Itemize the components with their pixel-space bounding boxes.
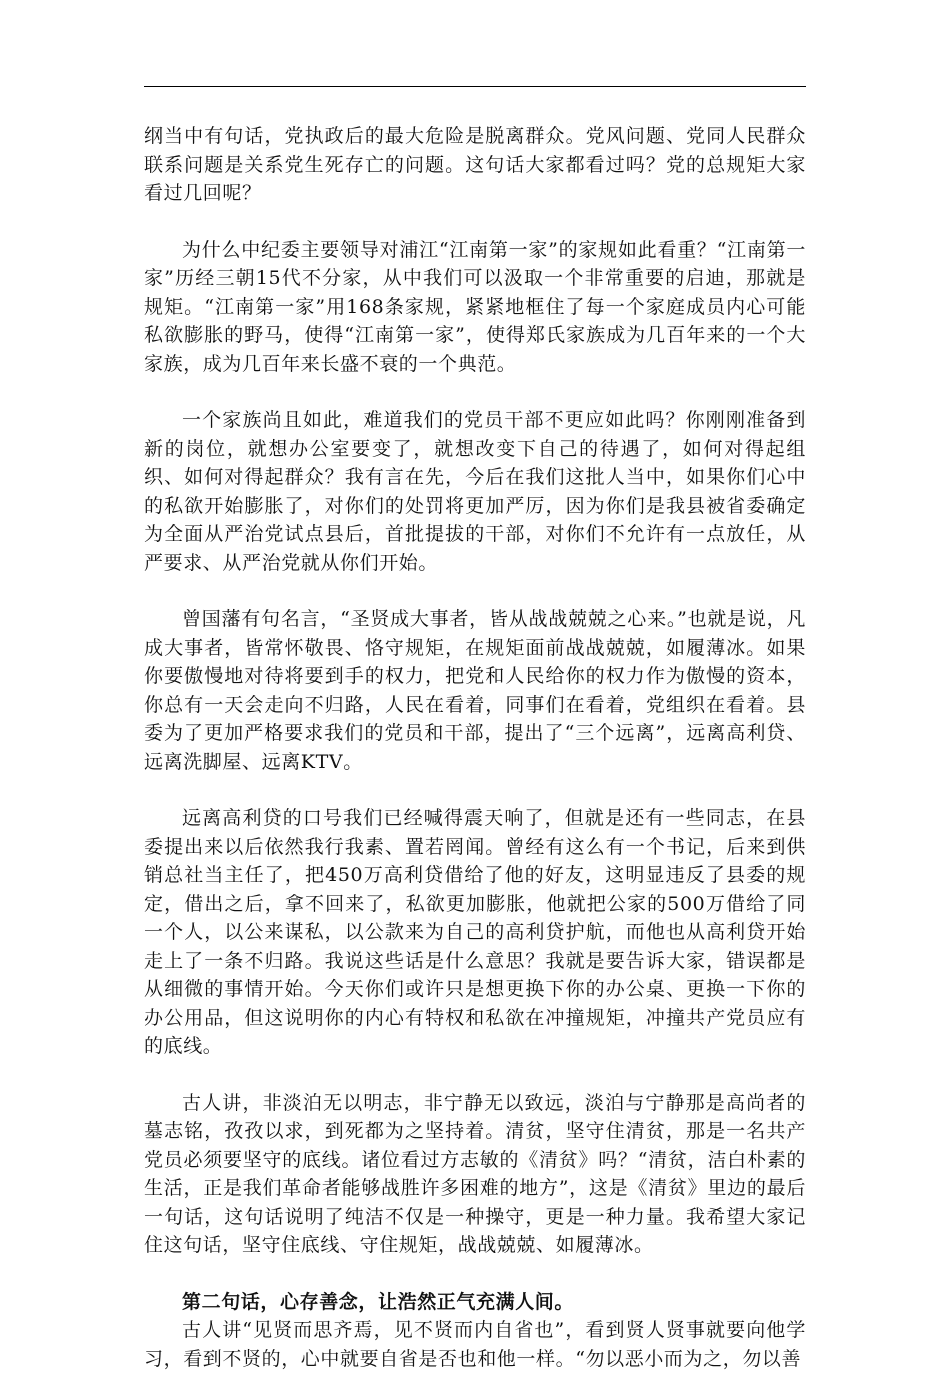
paragraph-7: 古人讲“见贤而思齐焉，见不贤而内自省也”，看到贤人贤事就要向他学习，看到不贤的，心中就要自省是否也和他一样。“勿以恶小而为之，勿以善 bbox=[144, 1319, 806, 1370]
header-rule bbox=[144, 86, 806, 87]
paragraph-5: 远离高利贷的口号我们已经喊得震天响了，但就是还有一些同志，在县委提出来以后依然我行我素、置若罔闻。曾经有这么有一个书记，后来到供销总社当主任了，把450万高利贷借给了他的好友，这明显违反了县委的规定，借出之后，拿不回来了，私欲更加膨胀，他就把公家的500万借给了同一个人，以公来谋私，以公款来为自己的高利贷护航，而他也从高利贷开始走上了一条不归路。我说这些话是什么意思？我就是要告诉大家，错误都是从细微的事情开始。今天你们或许只是想更换下你的办公桌、更换一下你的办公用品，但这说明你的内心有特权和私欲在冲撞规矩，冲撞共产党员应有的底线。 bbox=[144, 807, 806, 1057]
paragraph-3: 一个家族尚且如此，难道我们的党员干部不更应如此吗？你刚刚准备到新的岗位，就想办公室要变了，就想改变下自己的待遇了，如何对得起组织、如何对得起群众？我有言在先，今后在我们这批人当中，如果你们心中的私欲开始膨胀了，对你们的处罚将更加严厉，因为你们是我县被省委确定为全面从严治党试点县后，首批提拔的干部，对你们不允许有一点放任，从严要求、从严治党就从你们开始。 bbox=[144, 409, 806, 574]
paragraph-4: 曾国藩有句名言，“圣贤成大事者，皆从战战兢兢之心来。”也就是说，凡成大事者，皆常怀敬畏、恪守规矩，在规矩面前战战兢兢，如履薄冰。如果你要傲慢地对待将要到手的权力，把党和人民给你的权力作为傲慢的资本，你总有一天会走向不归路，人民在看着，同事们在看着，党组织在看着。县委为了更加严格要求我们的党员和干部，提出了“三个远离”，远离高利贷、远离洗脚屋、远离KTV。 bbox=[144, 608, 806, 773]
section-heading: 第二句话，心存善念，让浩然正气充满人间。 bbox=[182, 1290, 575, 1313]
document-body bbox=[144, 122, 806, 1373]
paragraph-2: 为什么中纪委主要领导对浦江“江南第一家”的家规如此看重？“江南第一家”历经三朝15代不分家，从中我们可以汲取一个非常重要的启迪，那就是规矩。“江南第一家”用168条家规，紧紧地框住了每一个家庭成员内心可能私欲膨胀的野马，使得“江南第一家”，使得郑氏家族成为几百年来的一个大家族，成为几百年来长盛不衰的一个典范。 bbox=[144, 238, 806, 375]
paragraph-6: 古人讲，非淡泊无以明志，非宁静无以致远，淡泊与宁静那是高尚者的墓志铭，孜孜以求，到死都为之坚持着。清贫，坚守住清贫，那是一名共产党员必须要坚守的底线。诸位看过方志敏的《清贫》吗？“清贫，洁白朴素的生活，正是我们革命者能够战胜许多困难的地方”，这是《清贫》里边的最后一句话，这句话说明了纯洁不仅是一种操守，更是一种力量。我希望大家记住这句话，坚守住底线、守住规矩，战战兢兢、如履薄冰。 bbox=[144, 1091, 806, 1256]
paragraph-1: 纲当中有句话，党执政后的最大危险是脱离群众。党风问题、党同人民群众联系问题是关系党生死存亡的问题。这句话大家都看过吗？党的总规矩大家看过几回呢？ bbox=[144, 125, 806, 204]
